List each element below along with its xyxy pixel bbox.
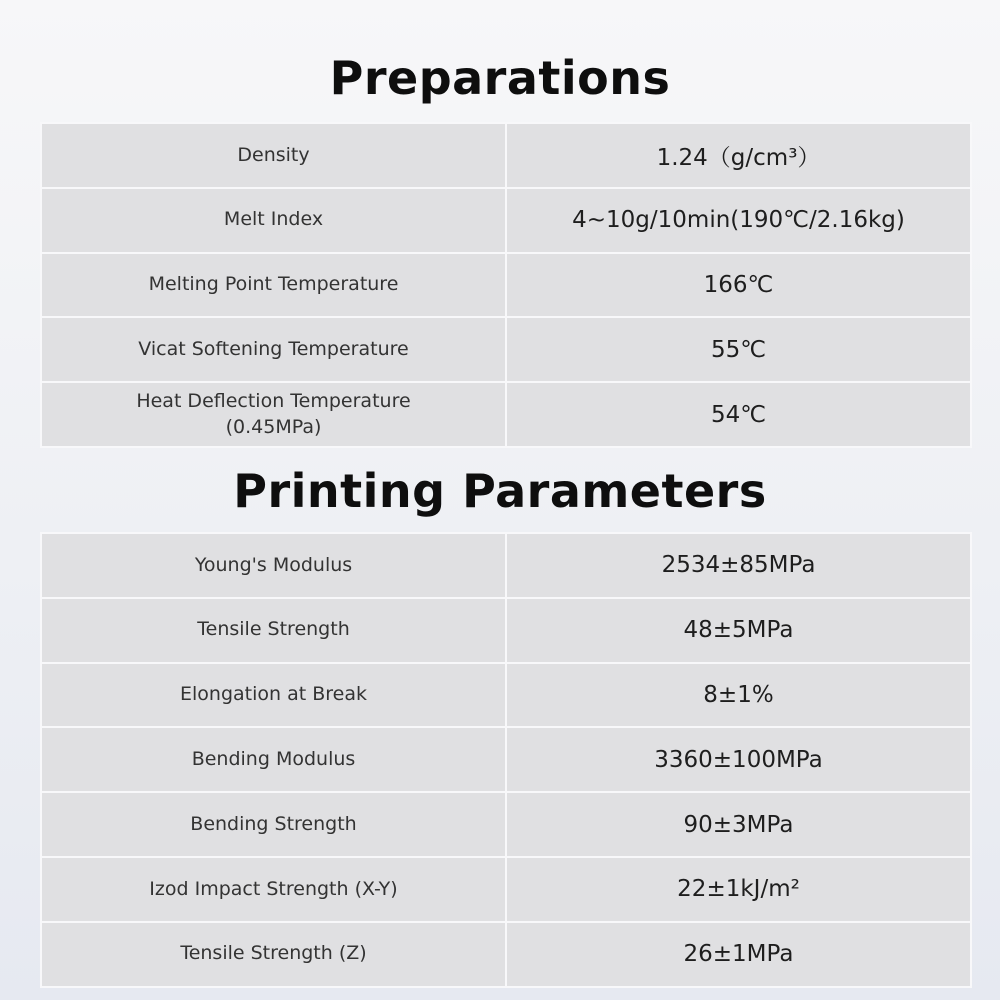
elongation-label: Elongation at Break (41, 663, 506, 728)
bending-modulus-value: 3360±100MPa (506, 727, 971, 792)
youngs-modulus-label: Young's Modulus (41, 533, 506, 598)
table-row (41, 857, 971, 922)
table-row (41, 382, 971, 447)
printing-parameters-table (40, 532, 972, 988)
density-label: Density (41, 123, 506, 188)
table-row (41, 922, 971, 987)
heat-deflection-label-line2: (0.45MPa) (225, 415, 322, 438)
melt-index-value: 4~10g/10min(190℃/2.16kg) (506, 188, 971, 253)
density-value: 1.24（g/cm³） (506, 123, 971, 188)
table-row (41, 253, 971, 318)
bending-modulus-label: Bending Modulus (41, 727, 506, 792)
preparations-table (40, 122, 972, 448)
izod-impact-label: Izod Impact Strength (X-Y) (41, 857, 506, 922)
vicat-softening-value: 55℃ (506, 317, 971, 382)
table-row (41, 188, 971, 253)
heat-deflection-value: 54℃ (506, 382, 971, 447)
printing-parameters-title: Printing Parameters (233, 464, 767, 518)
table-row (41, 533, 971, 598)
heat-deflection-label-line1: Heat Deflection Temperature (136, 389, 411, 412)
table-row (41, 663, 971, 728)
table-row (41, 123, 971, 188)
preparations-title: Preparations (329, 51, 671, 105)
tensile-strength-z-value: 26±1MPa (506, 922, 971, 987)
youngs-modulus-value: 2534±85MPa (506, 533, 971, 598)
tensile-strength-value: 48±5MPa (506, 598, 971, 663)
tensile-strength-z-label: Tensile Strength (Z) (41, 922, 506, 987)
table-row (41, 317, 971, 382)
heat-deflection-label (41, 382, 506, 447)
izod-impact-value: 22±1kJ/m² (506, 857, 971, 922)
vicat-softening-label: Vicat Softening Temperature (41, 317, 506, 382)
bending-strength-label: Bending Strength (41, 792, 506, 857)
melting-point-label: Melting Point Temperature (41, 253, 506, 318)
melting-point-value: 166℃ (506, 253, 971, 318)
table-row (41, 727, 971, 792)
tensile-strength-label: Tensile Strength (41, 598, 506, 663)
melt-index-label: Melt Index (41, 188, 506, 253)
elongation-value: 8±1% (506, 663, 971, 728)
table-row (41, 598, 971, 663)
table-row (41, 792, 971, 857)
bending-strength-value: 90±3MPa (506, 792, 971, 857)
